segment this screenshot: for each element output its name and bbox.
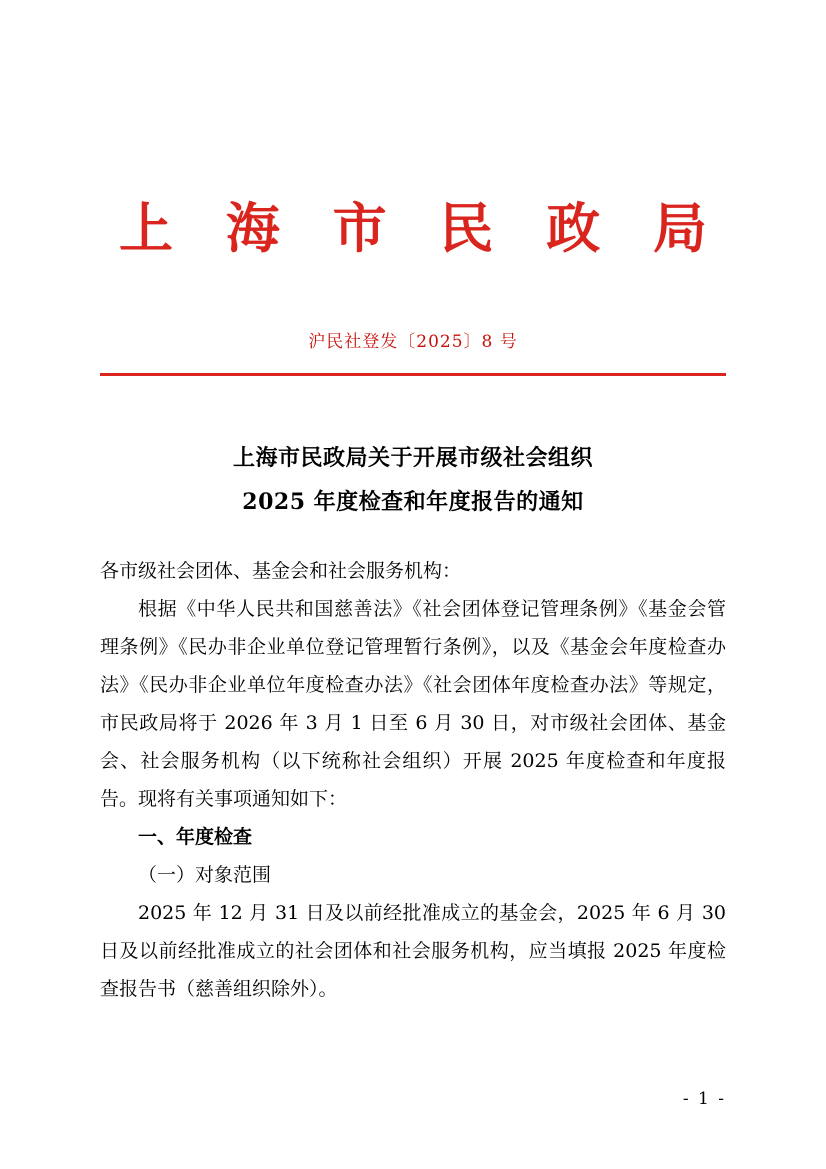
- issuing-organization-title: 上 海 市 民 政 局: [119, 196, 724, 260]
- document-number: 沪民社登发〔2025〕8 号: [308, 331, 518, 352]
- body-paragraph-2: 2025 年 12 月 31 日及以前经批准成立的基金会，2025 年 6 月 30 日及以前经批准成立的社会团体和社会服务机构，应当填报 2025 年度检查报告书（慈善组织除外）。: [100, 901, 726, 1000]
- page-title-line-2: 2025 年度检查和年度报告的通知: [242, 488, 584, 515]
- salutation: 各市级社会团体、基金会和社会服务机构：: [100, 559, 462, 582]
- red-divider-rule: [100, 373, 726, 376]
- document-body: [100, 552, 726, 1008]
- page-title-line-1: 上海市民政局关于开展市级社会组织: [232, 444, 593, 471]
- section-subheading-1: （一）对象范围: [138, 863, 272, 886]
- page-number: - 1 -: [682, 1089, 726, 1109]
- page-title: [100, 436, 726, 524]
- letterhead: [100, 0, 726, 376]
- section-heading-1: 一、年度检查: [138, 825, 253, 848]
- body-paragraph-1: 根据《中华人民共和国慈善法》《社会团体登记管理条例》《基金会管理条例》《民办非企业单位登记管理暂行条例》，以及《基金会年度检查办法》《民办非企业单位年度检查办法》《社会团体年度检查办法》等规定，市民政局将于 2026 年 3 月 1 日至 6 月 30 日，对市级社会团体、基金会、社会服务机构（以下统称社会组织）开展 2025 年度检查和年度报告。现将有关事项通知如下：: [100, 597, 726, 810]
